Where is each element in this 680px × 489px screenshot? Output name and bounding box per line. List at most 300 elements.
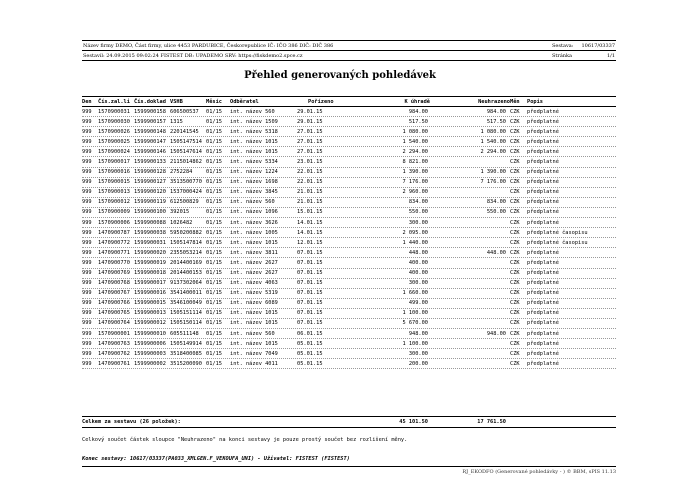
col-porizeno-cell: 07.01.15 xyxy=(297,300,323,307)
col-men-cell: CZK xyxy=(510,330,520,337)
col-den-cell: 999 xyxy=(82,239,92,246)
col-cis-zal-cell: 1470900770 xyxy=(98,259,130,266)
col-cis-zal-cell: 1570900025 xyxy=(98,138,130,145)
table-row xyxy=(82,198,616,208)
col-k-uhrade-cell: 300.00 xyxy=(408,219,428,226)
col-odberatel-cell: int. název 560 xyxy=(230,330,275,337)
col-den-cell: 999 xyxy=(82,310,92,317)
col-k-uhrade-cell: 1 440.00 xyxy=(402,239,428,246)
col-porizeno-cell: 05.01.15 xyxy=(297,350,323,357)
col-k-uhrade-cell: 1 080.00 xyxy=(402,128,428,135)
col-odberatel-cell: int. název 1096 xyxy=(230,209,278,216)
table-body xyxy=(82,107,616,369)
col-neuhrazeno-cell: 550.00 xyxy=(486,209,506,216)
col-cis-zal-cell: 1470900764 xyxy=(98,320,130,327)
col-cis-doklad-cell: 1599900020 xyxy=(134,249,166,256)
col-den-cell: 999 xyxy=(82,128,92,135)
col-k-uhrade-cell: 1 100.00 xyxy=(402,310,428,317)
col-odberatel-cell: int. název 5334 xyxy=(230,158,278,165)
table-row xyxy=(82,238,616,248)
col-vshb-cell: 1505147814 xyxy=(170,239,202,246)
col-porizeno-cell: 21.01.15 xyxy=(297,199,323,206)
col-cis-doklad-cell: 1599900158 xyxy=(134,108,166,115)
col-popis-cell: předplatné xyxy=(527,108,559,115)
col-cis-zal-cell: 1570900015 xyxy=(98,179,130,186)
col-den-cell: 999 xyxy=(82,138,92,145)
col-porizeno-cell: 07.01.15 xyxy=(297,270,323,276)
col-cis-zal-cell: 1470900761 xyxy=(98,360,130,367)
col-popis-cell: předplatné xyxy=(527,118,559,125)
table-row xyxy=(82,258,616,268)
col-den-cell: 999 xyxy=(82,108,92,115)
col-k-uhrade-cell: 400.00 xyxy=(408,259,428,266)
col-den-cell: 999 xyxy=(82,320,92,327)
col-mesic-cell: 01/15 xyxy=(206,300,222,307)
col-cis-doklad-header: Čís.doklad xyxy=(134,98,166,105)
col-porizeno-cell: 14.01.15 xyxy=(297,229,323,236)
col-men-cell: CZK xyxy=(510,259,520,266)
col-cis-doklad-cell: 1599900088 xyxy=(134,219,166,226)
col-k-uhrade-cell: 7 176.00 xyxy=(402,179,428,186)
col-cis-doklad-cell: 1599900031 xyxy=(134,239,166,246)
col-den-cell: 999 xyxy=(82,158,92,165)
col-cis-doklad-cell: 1599900133 xyxy=(134,158,166,165)
col-odberatel-cell: int. název 560 xyxy=(230,199,275,206)
col-popis-cell: předplatné xyxy=(527,148,559,155)
col-cis-doklad-cell: 1599900119 xyxy=(134,199,166,206)
col-men-cell: CZK xyxy=(510,189,520,196)
col-cis-doklad-cell: 1599900018 xyxy=(134,270,166,276)
col-vshb-cell: 1315 xyxy=(170,118,183,125)
table-row xyxy=(82,289,616,299)
col-vshb-cell: 1026482 xyxy=(170,219,193,226)
col-vshb-cell: 1505149914 xyxy=(170,340,202,347)
table-row xyxy=(82,178,616,188)
col-neuhrazeno-cell: 834.00 xyxy=(486,199,506,206)
col-cis-zal-cell: 1470900767 xyxy=(98,290,130,297)
col-cis-zal-cell: 1570900012 xyxy=(98,199,130,206)
col-vshb-cell: 1505151114 xyxy=(170,310,202,317)
col-men-cell: CZK xyxy=(510,108,520,115)
col-mesic-cell: 01/15 xyxy=(206,189,222,196)
col-cis-zal-cell: 1570900001 xyxy=(98,330,130,337)
col-cis-doklad-cell: 1599900019 xyxy=(134,259,166,266)
col-men-cell: CZK xyxy=(510,290,520,297)
table-row xyxy=(82,339,616,349)
col-popis-cell: předplatné xyxy=(527,310,559,317)
col-vshb-cell: 1505147614 xyxy=(170,148,202,155)
col-odberatel-cell: int. název 6089 xyxy=(230,300,278,307)
col-porizeno-cell: 07.01.15 xyxy=(297,280,323,287)
col-mesic-cell: 01/15 xyxy=(206,219,222,226)
col-popis-cell: předplatné xyxy=(527,300,559,307)
col-cis-zal-header: Čís.zal.li xyxy=(98,98,130,105)
col-popis-cell: předplatné xyxy=(527,128,559,135)
col-men-cell: CZK xyxy=(510,158,520,165)
col-odberatel-cell: int. název 1005 xyxy=(230,229,278,236)
col-odberatel-cell: int. název 5319 xyxy=(230,290,278,297)
col-cis-doklad-cell: 1599900127 xyxy=(134,179,166,186)
col-men-cell: CZK xyxy=(510,320,520,327)
col-den-cell: 999 xyxy=(82,219,92,226)
col-cis-doklad-cell: 1599900128 xyxy=(134,169,166,176)
col-cis-doklad-cell: 1599900148 xyxy=(134,128,166,135)
col-popis-cell: předplatné xyxy=(527,189,559,196)
table-row xyxy=(82,127,616,137)
col-vshb-cell: 3518400085 xyxy=(170,350,202,357)
col-mesic-cell: 01/15 xyxy=(206,249,222,256)
col-vshb-cell: 1505150114 xyxy=(170,320,202,327)
col-men-cell: CZK xyxy=(510,360,520,367)
col-neuhrazeno-cell: 984.00 xyxy=(486,108,506,115)
col-vshb-cell: 3541400011 xyxy=(170,290,202,297)
col-cis-doklad-cell: 1599900013 xyxy=(134,310,166,317)
col-men-cell: CZK xyxy=(510,310,520,317)
col-cis-zal-cell: 1470900769 xyxy=(98,270,130,276)
col-men-cell: CZK xyxy=(510,118,520,125)
table-row xyxy=(82,168,616,178)
col-porizeno-cell: 12.01.15 xyxy=(297,239,323,246)
col-odberatel-cell: int. název 2627 xyxy=(230,270,278,276)
total-k-uhrade: 45 101.50 xyxy=(399,419,428,425)
col-men-cell: CZK xyxy=(510,138,520,145)
col-cis-zal-cell: 1470900766 xyxy=(98,300,130,307)
col-odberatel-cell: int. název 1015 xyxy=(230,239,278,246)
table-row xyxy=(82,349,616,359)
col-vshb-cell: 220141545 xyxy=(170,128,199,135)
col-mesic-cell: 01/15 xyxy=(206,239,222,246)
table-row xyxy=(82,329,616,339)
col-porizeno-cell: 29.01.15 xyxy=(297,108,323,115)
table-row xyxy=(82,137,616,147)
col-cis-doklad-cell: 1599900015 xyxy=(134,300,166,307)
col-men-cell: CZK xyxy=(510,239,520,246)
table-row xyxy=(82,117,616,127)
col-men-cell: CZK xyxy=(510,229,520,236)
col-vshb-cell: 1505147514 xyxy=(170,138,202,145)
col-k-uhrade-cell: 550.00 xyxy=(408,209,428,216)
col-k-uhrade-cell: 5 670.00 xyxy=(402,320,428,327)
col-mesic-cell: 01/15 xyxy=(206,350,222,357)
col-k-uhrade-cell: 2 294.00 xyxy=(402,148,428,155)
col-vshb-cell: 392015 xyxy=(170,209,190,216)
col-cis-zal-cell: 1570900013 xyxy=(98,189,130,196)
col-cis-doklad-cell: 1599900010 xyxy=(134,330,166,337)
col-k-uhrade-cell: 1 100.00 xyxy=(402,340,428,347)
col-mesic-cell: 01/15 xyxy=(206,148,222,155)
col-vshb-header: VSHB xyxy=(170,98,183,105)
report-label: Sestava: xyxy=(552,43,574,49)
col-vshb-cell: 1537000424 xyxy=(170,189,202,196)
col-popis-cell: předplatné xyxy=(527,280,559,287)
col-den-cell: 999 xyxy=(82,290,92,297)
col-den-cell: 999 xyxy=(82,169,92,176)
col-vshb-cell: 3513500770 xyxy=(170,179,202,186)
col-k-uhrade-cell: 2 095.00 xyxy=(402,229,428,236)
col-mesic-cell: 01/15 xyxy=(206,169,222,176)
col-popis-cell: předplatné xyxy=(527,199,559,206)
col-k-uhrade-cell: 300.00 xyxy=(408,350,428,357)
col-cis-zal-cell: 1570900030 xyxy=(98,118,130,125)
col-k-uhrade-cell: 8 821.00 xyxy=(402,158,428,165)
col-neuhrazeno-cell: 517.50 xyxy=(486,118,506,125)
col-den-cell: 999 xyxy=(82,118,92,125)
col-odberatel-cell: int. název 7049 xyxy=(230,350,278,357)
col-odberatel-cell: int. název 1698 xyxy=(230,179,278,186)
col-den-header: Den xyxy=(82,98,92,105)
table-header xyxy=(82,96,616,107)
col-popis-cell: předplatné xyxy=(527,270,559,276)
col-porizeno-cell: 14.01.15 xyxy=(297,219,323,226)
col-cis-doklad-cell: 1599900157 xyxy=(134,118,166,125)
col-vshb-cell: 3546100049 xyxy=(170,300,202,307)
col-mesic-cell: 01/15 xyxy=(206,310,222,317)
col-cis-doklad-cell: 1599900100 xyxy=(134,209,166,216)
col-k-uhrade-cell: 984.00 xyxy=(408,108,428,115)
table-row xyxy=(82,218,616,228)
col-vshb-cell: 2014400153 xyxy=(170,270,202,276)
col-cis-doklad-cell: 1599900003 xyxy=(134,350,166,357)
col-odberatel-cell: int. název 560 xyxy=(230,108,275,115)
col-cis-zal-cell: 1570900006 xyxy=(98,219,130,226)
table-row xyxy=(82,319,616,329)
col-den-cell: 999 xyxy=(82,189,92,196)
company-info: Název firmy DEMO, Část firmy, ulice 4453 PARDUBICE, Českorepublice IČ: IČO 386 DIČ: DIČ 386 xyxy=(83,43,334,49)
col-cis-zal-cell: 1470900763 xyxy=(98,340,130,347)
col-cis-doklad-cell: 1599900147 xyxy=(134,138,166,145)
col-cis-zal-cell: 1570900009 xyxy=(98,209,130,216)
col-cis-zal-cell: 1570900024 xyxy=(98,148,130,155)
col-popis-cell: předplatné xyxy=(527,179,559,186)
col-porizeno-cell: 05.01.15 xyxy=(297,360,323,367)
col-odberatel-cell: int. název 1015 xyxy=(230,320,278,327)
col-porizeno-cell: 22.01.15 xyxy=(297,169,323,176)
total-neuhrazeno: 17 761.50 xyxy=(477,419,506,425)
col-porizeno-cell: 07.01.15 xyxy=(297,320,323,327)
col-odberatel-cell: int. název 1015 xyxy=(230,148,278,155)
col-mesic-cell: 01/15 xyxy=(206,280,222,287)
col-mesic-cell: 01/15 xyxy=(206,158,222,165)
col-mesic-cell: 01/15 xyxy=(206,108,222,115)
col-porizeno-cell: 22.01.15 xyxy=(297,179,323,186)
receivables-table xyxy=(82,96,616,369)
col-den-cell: 999 xyxy=(82,340,92,347)
table-row xyxy=(82,299,616,309)
col-k-uhrade-cell: 517.50 xyxy=(408,118,428,125)
col-odberatel-cell: int. název 3845 xyxy=(230,189,278,196)
col-den-cell: 999 xyxy=(82,249,92,256)
col-den-cell: 999 xyxy=(82,259,92,266)
col-cis-doklad-cell: 1599900002 xyxy=(134,360,166,367)
col-porizeno-cell: 07.01.15 xyxy=(297,310,323,317)
table-row xyxy=(82,269,616,279)
generated-info: Sestavil: 24.09.2015 09:02:24 FISTEST DB: UPADEMO SRV: https://fiskdemo2.spce.cz xyxy=(83,53,303,59)
col-cis-zal-cell: 1470900772 xyxy=(98,239,130,246)
col-mesic-cell: 01/15 xyxy=(206,209,222,216)
header-row-generated xyxy=(82,51,616,61)
col-den-cell: 999 xyxy=(82,270,92,276)
col-k-uhrade-cell: 834.00 xyxy=(408,199,428,206)
col-neuhrazeno-cell: 948.00 xyxy=(486,330,506,337)
col-cis-doklad-cell: 1599900146 xyxy=(134,148,166,155)
table-row xyxy=(82,157,616,167)
col-k-uhrade-cell: 1 660.00 xyxy=(402,290,428,297)
col-popis-cell: předplatné časopisu xyxy=(527,239,588,246)
col-porizeno-cell: 27.01.15 xyxy=(297,128,323,135)
total-row xyxy=(82,416,616,428)
col-odberatel-cell: int. název 5318 xyxy=(230,128,278,135)
col-den-cell: 999 xyxy=(82,300,92,307)
col-popis-cell: předplatné xyxy=(527,209,559,216)
col-popis-cell: předplatné xyxy=(527,360,559,367)
table-row xyxy=(82,359,616,369)
col-vshb-cell: 2115014862 xyxy=(170,158,202,165)
col-porizeno-cell: 07.01.15 xyxy=(297,259,323,266)
col-cis-zal-cell: 1470900787 xyxy=(98,229,130,236)
col-popis-cell: předplatné xyxy=(527,320,559,327)
col-mesic-header: Měsíc xyxy=(206,98,222,105)
col-men-cell: CZK xyxy=(510,148,520,155)
col-cis-zal-cell: 1470900768 xyxy=(98,280,130,287)
col-mesic-cell: 01/15 xyxy=(206,270,222,276)
col-porizeno-cell: 05.01.15 xyxy=(297,340,323,347)
col-popis-cell: předplatné časopisu xyxy=(527,229,588,236)
col-popis-cell: předplatné xyxy=(527,138,559,145)
col-popis-header: Popis xyxy=(527,98,543,105)
col-popis-cell: předplatné xyxy=(527,158,559,165)
col-men-cell: CZK xyxy=(510,179,520,186)
table-row xyxy=(82,147,616,157)
col-odberatel-cell: int. název 4063 xyxy=(230,280,278,287)
col-vshb-cell: 605511148 xyxy=(170,330,199,337)
col-popis-cell: předplatné xyxy=(527,290,559,297)
col-cis-zal-cell: 1470900762 xyxy=(98,350,130,357)
col-k-uhrade-cell: 400.00 xyxy=(408,270,428,276)
col-porizeno-cell: 07.01.15 xyxy=(297,290,323,297)
table-row xyxy=(82,309,616,319)
col-popis-cell: předplatné xyxy=(527,169,559,176)
col-neuhrazeno-header: Neuhrazeno xyxy=(478,98,510,105)
col-neuhrazeno-cell: 1 080.00 xyxy=(480,128,506,135)
col-porizeno-header: Pořízeno xyxy=(308,98,334,105)
col-vshb-cell: 3515200090 xyxy=(170,360,202,367)
col-neuhrazeno-cell: 1 390.00 xyxy=(480,169,506,176)
col-odberatel-cell: int. název 1015 xyxy=(230,310,278,317)
col-cis-zal-cell: 1470900765 xyxy=(98,310,130,317)
col-k-uhrade-cell: 499.00 xyxy=(408,300,428,307)
col-k-uhrade-cell: 948.00 xyxy=(408,330,428,337)
col-neuhrazeno-cell: 448.00 xyxy=(486,249,506,256)
col-den-cell: 999 xyxy=(82,330,92,337)
col-k-uhrade-header: K úhradě xyxy=(404,98,430,105)
col-porizeno-cell: 06.01.15 xyxy=(297,330,323,337)
col-mesic-cell: 01/15 xyxy=(206,179,222,186)
col-odberatel-cell: int. název 2627 xyxy=(230,259,278,266)
col-porizeno-cell: 29.01.15 xyxy=(297,118,323,125)
col-popis-cell: předplatné xyxy=(527,249,559,256)
col-odberatel-header: Odběratel xyxy=(230,98,259,105)
col-k-uhrade-cell: 300.00 xyxy=(408,280,428,287)
col-mesic-cell: 01/15 xyxy=(206,229,222,236)
col-porizeno-cell: 15.01.15 xyxy=(297,209,323,216)
col-popis-cell: předplatné xyxy=(527,350,559,357)
col-k-uhrade-cell: 200.00 xyxy=(408,360,428,367)
col-men-cell: CZK xyxy=(510,280,520,287)
col-vshb-cell: 2014400169 xyxy=(170,259,202,266)
col-men-header: Měn xyxy=(510,98,520,105)
col-k-uhrade-cell: 1 390.00 xyxy=(402,169,428,176)
end-of-report: Konec sestavy: 10617/03337(PA033_XMLGEN.F_VEKOUFA_UNI) - Uživatel: FISTEST (FISTEST) xyxy=(82,456,350,462)
col-odberatel-cell: int. název 1015 xyxy=(230,340,278,347)
col-k-uhrade-cell: 1 540.00 xyxy=(402,138,428,145)
col-cis-zal-cell: 1570900026 xyxy=(98,128,130,135)
col-vshb-cell: 606500537 xyxy=(170,108,199,115)
col-men-cell: CZK xyxy=(510,270,520,276)
col-vshb-cell: 2355053214 xyxy=(170,249,202,256)
col-vshb-cell: 612500829 xyxy=(170,199,199,206)
col-mesic-cell: 01/15 xyxy=(206,259,222,266)
col-neuhrazeno-cell: 1 540.00 xyxy=(480,138,506,145)
table-row xyxy=(82,107,616,117)
col-vshb-cell: 9137302064 xyxy=(170,280,202,287)
col-odberatel-cell: int. název 1509 xyxy=(230,118,278,125)
col-popis-cell: předplatné xyxy=(527,340,559,347)
col-k-uhrade-cell: 448.00 xyxy=(408,249,428,256)
col-mesic-cell: 01/15 xyxy=(206,199,222,206)
col-cis-doklad-cell: 1599900006 xyxy=(134,340,166,347)
col-den-cell: 999 xyxy=(82,350,92,357)
col-men-cell: CZK xyxy=(510,128,520,135)
col-porizeno-cell: 07.01.15 xyxy=(297,249,323,256)
table-row xyxy=(82,208,616,218)
col-odberatel-cell: int. název 4011 xyxy=(230,360,278,367)
col-mesic-cell: 01/15 xyxy=(206,360,222,367)
col-cis-zal-cell: 1570900016 xyxy=(98,169,130,176)
col-cis-zal-cell: 1470900771 xyxy=(98,249,130,256)
col-men-cell: CZK xyxy=(510,300,520,307)
col-den-cell: 999 xyxy=(82,179,92,186)
col-men-cell: CZK xyxy=(510,340,520,347)
col-popis-cell: předplatné xyxy=(527,219,559,226)
col-vshb-cell: 5950200882 xyxy=(170,229,202,236)
col-mesic-cell: 01/15 xyxy=(206,118,222,125)
col-neuhrazeno-cell: 2 294.00 xyxy=(480,148,506,155)
col-cis-zal-cell: 1570900017 xyxy=(98,158,130,165)
page-title: Přehled generovaných pohledávek xyxy=(244,70,436,81)
col-mesic-cell: 01/15 xyxy=(206,290,222,297)
col-cis-doklad-cell: 1599900120 xyxy=(134,189,166,196)
col-odberatel-cell: int. název 3811 xyxy=(230,249,278,256)
col-porizeno-cell: 27.01.15 xyxy=(297,148,323,155)
col-popis-cell: předplatné xyxy=(527,259,559,266)
page-footer xyxy=(82,466,616,475)
col-vshb-cell: 2752284 xyxy=(170,169,193,176)
col-odberatel-cell: int. název 1015 xyxy=(230,138,278,145)
col-cis-zal-cell: 1570900031 xyxy=(98,108,130,115)
report-header xyxy=(82,40,616,61)
col-mesic-cell: 01/15 xyxy=(206,330,222,337)
col-neuhrazeno-cell: 7 176.00 xyxy=(480,179,506,186)
col-mesic-cell: 01/15 xyxy=(206,340,222,347)
col-men-cell: CZK xyxy=(510,350,520,357)
table-row xyxy=(82,188,616,198)
col-men-cell: CZK xyxy=(510,209,520,216)
col-porizeno-cell: 23.01.15 xyxy=(297,158,323,165)
table-row xyxy=(82,279,616,289)
table-row xyxy=(82,248,616,258)
page-label: Stránka xyxy=(552,53,573,59)
col-men-cell: CZK xyxy=(510,169,520,176)
